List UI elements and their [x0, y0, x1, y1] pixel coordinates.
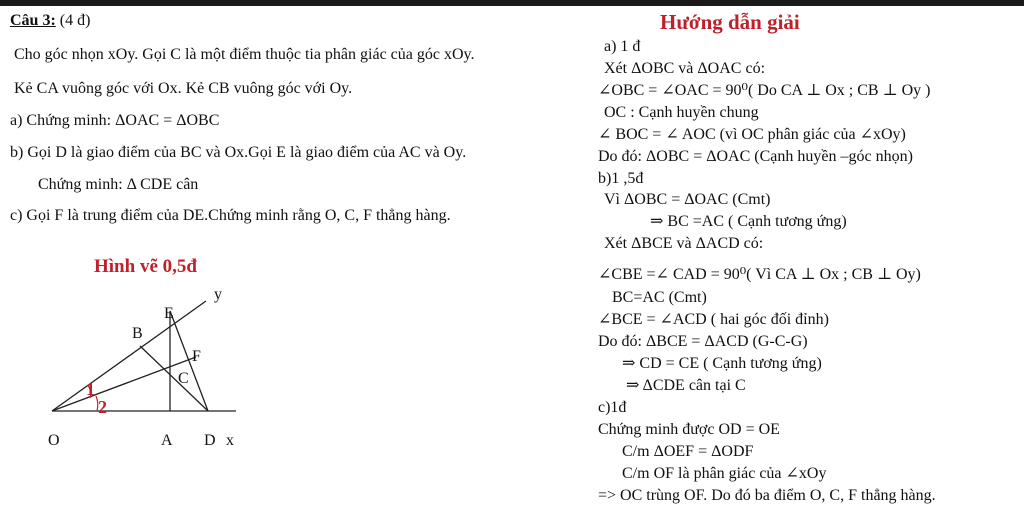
problem-line: b) Gọi D là giao điểm của BC và Ox.Gọi E là giao điểm của AC và Oy. [10, 144, 467, 161]
label-x: x [226, 432, 234, 449]
top-border [0, 0, 1024, 6]
solution-line: Do đó: ΔOBC = ΔOAC (Cạnh huyền –góc nhọn) [598, 148, 913, 165]
segment-ed [170, 311, 208, 411]
question-heading: Câu 3: [10, 12, 56, 29]
label-y: y [214, 286, 222, 303]
question-points: (4 đ) [59, 12, 91, 29]
solution-line: Chứng minh được OD = OE [598, 421, 780, 438]
figure-title: Hình vẽ 0,5đ [94, 256, 197, 277]
label-e: E [164, 305, 174, 322]
geometry-figure [0, 270, 300, 460]
problem-header [10, 12, 90, 30]
solution-line: c)1đ [598, 399, 627, 416]
solution-line: OC : Cạnh huyền chung [604, 104, 759, 121]
solution-line: ∠CBE =∠ CAD = 90⁰( Vì CA ⊥ Ox ; CB ⊥ Oy) [598, 266, 921, 283]
label-o: O [48, 432, 60, 449]
bisector-oc [52, 357, 196, 411]
solution-line: b)1 ,5đ [598, 170, 644, 187]
solution-line: a) 1 đ [604, 38, 641, 55]
solution-line: ⇒ CD = CE ( Cạnh tương ứng) [622, 355, 822, 372]
solution-line: => OC trùng OF. Do đó ba điểm O, C, F thẳng hàng. [598, 487, 936, 504]
problem-line: c) Gọi F là trung điểm của DE.Chứng minh rằng O, C, F thẳng hàng. [10, 207, 451, 224]
label-d: D [204, 432, 216, 449]
angle-label-1: 1 [86, 379, 95, 399]
solution-line: C/m OF là phân giác của ∠xOy [622, 465, 827, 482]
solution-line: Xét ΔBCE và ΔACD có: [604, 235, 764, 252]
label-c: C [178, 370, 189, 387]
solution-title: Hướng dẫn giải [660, 10, 800, 34]
solution-line: ∠ BOC = ∠ AOC (vì OC phân giác của ∠xOy) [598, 126, 906, 143]
ray-oy [52, 301, 206, 411]
solution-line: ⇒ BC =AC ( Cạnh tương ứng) [650, 213, 847, 230]
solution-line: Do đó: ΔBCE = ΔACD (G-C-G) [598, 333, 808, 350]
problem-line: Cho góc nhọn xOy. Gọi C là một điểm thuộc tia phân giác của góc xOy. [14, 46, 475, 63]
solution-line: ∠BCE = ∠ACD ( hai góc đối đỉnh) [598, 311, 829, 328]
label-a: A [161, 432, 173, 449]
solution-line: ⇒ ΔCDE cân tại C [626, 377, 746, 394]
label-b: B [132, 325, 143, 342]
solution-line: Xét ΔOBC và ΔOAC có: [604, 60, 766, 77]
label-f: F [192, 348, 201, 365]
problem-line: a) Chứng minh: ΔOAC = ΔOBC [10, 112, 220, 129]
solution-line: ∠OBC = ∠OAC = 90⁰( Do CA ⊥ Ox ; CB ⊥ Oy ) [598, 82, 931, 99]
solution-line: BC=AC (Cmt) [612, 289, 707, 306]
problem-line: Kẻ CA vuông góc với Ox. Kẻ CB vuông góc với Oy. [14, 80, 353, 97]
solution-line: Vì ΔOBC = ΔOAC (Cmt) [604, 191, 771, 208]
angle-label-2: 2 [98, 397, 107, 417]
solution-line: C/m ΔOEF = ΔODF [622, 443, 754, 460]
problem-line: Chứng minh: Δ CDE cân [38, 176, 199, 193]
